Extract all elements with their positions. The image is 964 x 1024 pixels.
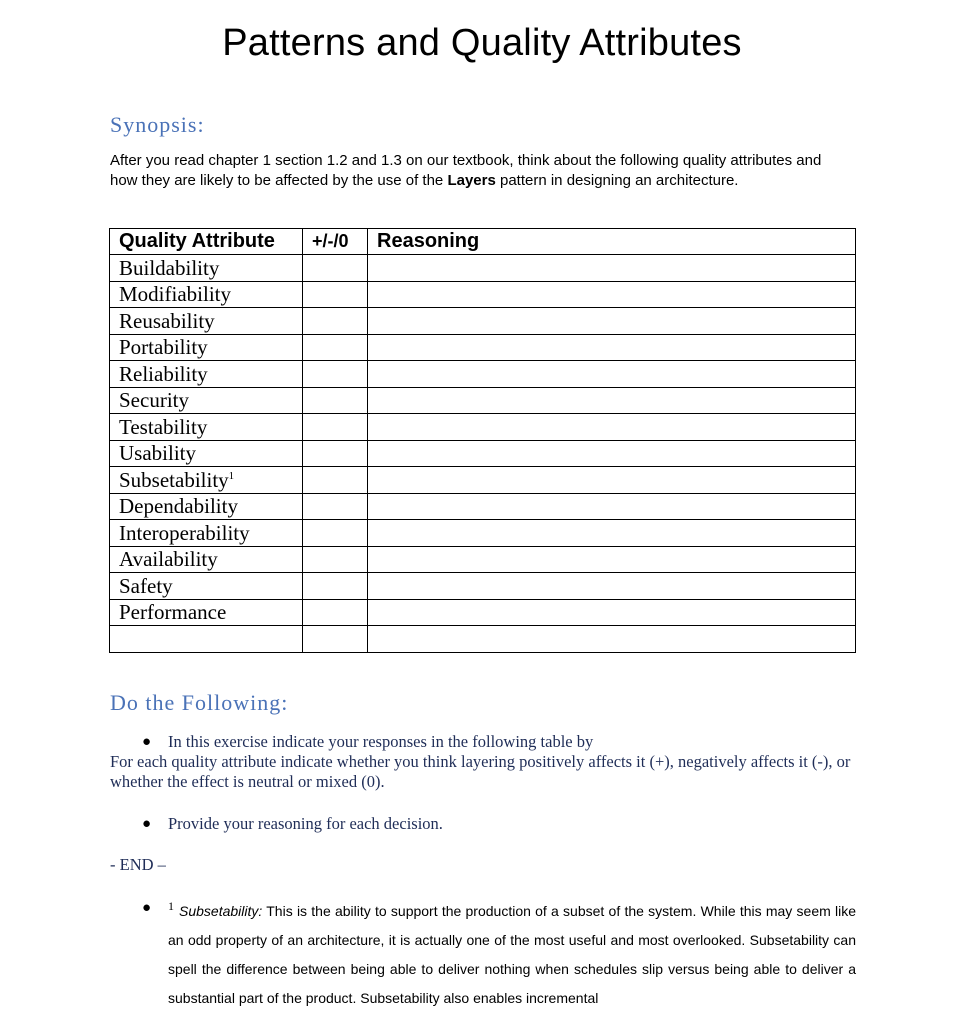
reasoning-cell[interactable] (368, 255, 856, 282)
reasoning-cell[interactable] (368, 546, 856, 573)
quality-attribute-cell (110, 546, 303, 573)
quality-attribute-cell (110, 493, 303, 520)
quality-attribute-label: Buildability (119, 255, 220, 280)
quality-attribute-cell (110, 599, 303, 626)
rating-cell[interactable] (303, 281, 368, 308)
reasoning-cell[interactable] (368, 573, 856, 600)
reasoning-cell[interactable] (368, 334, 856, 361)
page-title: Patterns and Quality Attributes (222, 22, 742, 64)
rating-cell[interactable] (303, 520, 368, 547)
rating-cell[interactable] (303, 308, 368, 335)
quality-attribute-cell (110, 440, 303, 467)
reasoning-cell[interactable] (368, 440, 856, 467)
quality-attribute-cell (110, 520, 303, 547)
quality-attribute-cell (110, 573, 303, 600)
table-row (110, 467, 856, 494)
header-reasoning: Reasoning (368, 229, 856, 255)
table-row (110, 281, 856, 308)
quality-attribute-label: Reusability (119, 308, 215, 333)
synopsis-text-part1: After you read chapter 1 section 1.2 and 1.3 on our textbook, think about the following quality attributes and how they are likely to be affected by the use of the (110, 152, 822, 189)
rating-cell[interactable] (303, 334, 368, 361)
reasoning-cell[interactable] (368, 467, 856, 494)
table-row (110, 255, 856, 282)
table-row (110, 493, 856, 520)
footnote (168, 897, 856, 1013)
table-row (110, 334, 856, 361)
table-row (110, 387, 856, 414)
rating-cell[interactable] (303, 467, 368, 494)
table-row (110, 599, 856, 626)
table-row (110, 520, 856, 547)
reasoning-cell[interactable] (368, 626, 856, 653)
rating-cell[interactable] (303, 546, 368, 573)
reasoning-cell[interactable] (368, 361, 856, 388)
quality-attribute-cell (110, 255, 303, 282)
footnote-reference: 1 (228, 469, 235, 482)
rating-cell[interactable] (303, 599, 368, 626)
quality-attribute-cell (110, 414, 303, 441)
reasoning-cell[interactable] (368, 281, 856, 308)
quality-attribute-label: Subsetability (119, 467, 229, 492)
quality-attribute-cell (110, 334, 303, 361)
bullet-icon: ● (142, 815, 152, 832)
table-row (110, 440, 856, 467)
quality-attribute-label: Portability (119, 335, 208, 359)
quality-attribute-cell (110, 281, 303, 308)
do-the-following-heading: Do the Following: (110, 690, 289, 715)
table-row (110, 414, 856, 441)
quality-attributes-table (109, 228, 856, 653)
quality-attribute-cell (110, 387, 303, 414)
quality-attribute-label: Interoperability (119, 520, 250, 545)
rating-cell[interactable] (303, 387, 368, 414)
quality-attribute-cell (110, 308, 303, 335)
rating-cell[interactable] (303, 440, 368, 467)
header-quality-attribute: Quality Attribute (110, 229, 303, 255)
rating-cell[interactable] (303, 361, 368, 388)
reasoning-cell[interactable] (368, 599, 856, 626)
quality-attribute-label: Testability (119, 414, 208, 439)
table-row (110, 546, 856, 573)
instruction-paragraph: For each quality attribute indicate whether you think layering positively affects it (+), negatively affects it (-), or whether the effect is neutral or mixed (0). (110, 752, 851, 791)
footnote-marker: 1 (168, 899, 174, 913)
quality-attribute-label: Availability (119, 547, 218, 571)
instruction-bullet-2: Provide your reasoning for each decision. (168, 814, 443, 833)
reasoning-cell[interactable] (368, 414, 856, 441)
end-marker: - END – (110, 855, 166, 874)
quality-attribute-label: Modifiability (119, 282, 231, 306)
quality-attribute-label: Performance (119, 600, 227, 624)
quality-attribute-label: Dependability (119, 494, 238, 518)
bullet-icon: ● (142, 733, 152, 750)
table-header-row (110, 229, 856, 255)
table-row (110, 626, 856, 653)
rating-cell[interactable] (303, 255, 368, 282)
table-body (110, 255, 856, 653)
table-row (110, 573, 856, 600)
quality-attribute-cell (110, 467, 303, 494)
quality-attribute-cell (110, 626, 303, 653)
table-row (110, 308, 856, 335)
quality-attribute-label: Safety (119, 573, 173, 598)
reasoning-cell[interactable] (368, 308, 856, 335)
header-rating: +/-/0 (303, 229, 368, 255)
reasoning-cell[interactable] (368, 520, 856, 547)
quality-attribute-label: Security (119, 388, 189, 412)
footnote-text: This is the ability to support the production of a subset of the system. While this may seem like an odd property of an architecture, it is actually one of the most useful and most overlooked. Subsetability can spell the difference between being able to deliver nothing when schedules slip versus being able to deliver a substantial part of the product. Subsetability also enables incremental (168, 903, 856, 1006)
rating-cell[interactable] (303, 414, 368, 441)
rating-cell[interactable] (303, 573, 368, 600)
bullet-icon: ● (142, 899, 152, 916)
synopsis-text (110, 151, 840, 190)
footnote-term: Subsetability: (179, 903, 263, 919)
rating-cell[interactable] (303, 626, 368, 653)
rating-cell[interactable] (303, 493, 368, 520)
table-row (110, 361, 856, 388)
synopsis-heading: Synopsis: (110, 112, 205, 137)
quality-attribute-label: Reliability (119, 361, 208, 386)
reasoning-cell[interactable] (368, 387, 856, 414)
synopsis-text-bold: Layers (447, 171, 496, 189)
instruction-bullet-1: In this exercise indicate your responses in the following table by (168, 732, 594, 751)
synopsis-text-part2: pattern in designing an architecture. (495, 171, 739, 189)
reasoning-cell[interactable] (368, 493, 856, 520)
quality-attribute-cell (110, 361, 303, 388)
quality-attribute-label: Usability (119, 441, 196, 465)
